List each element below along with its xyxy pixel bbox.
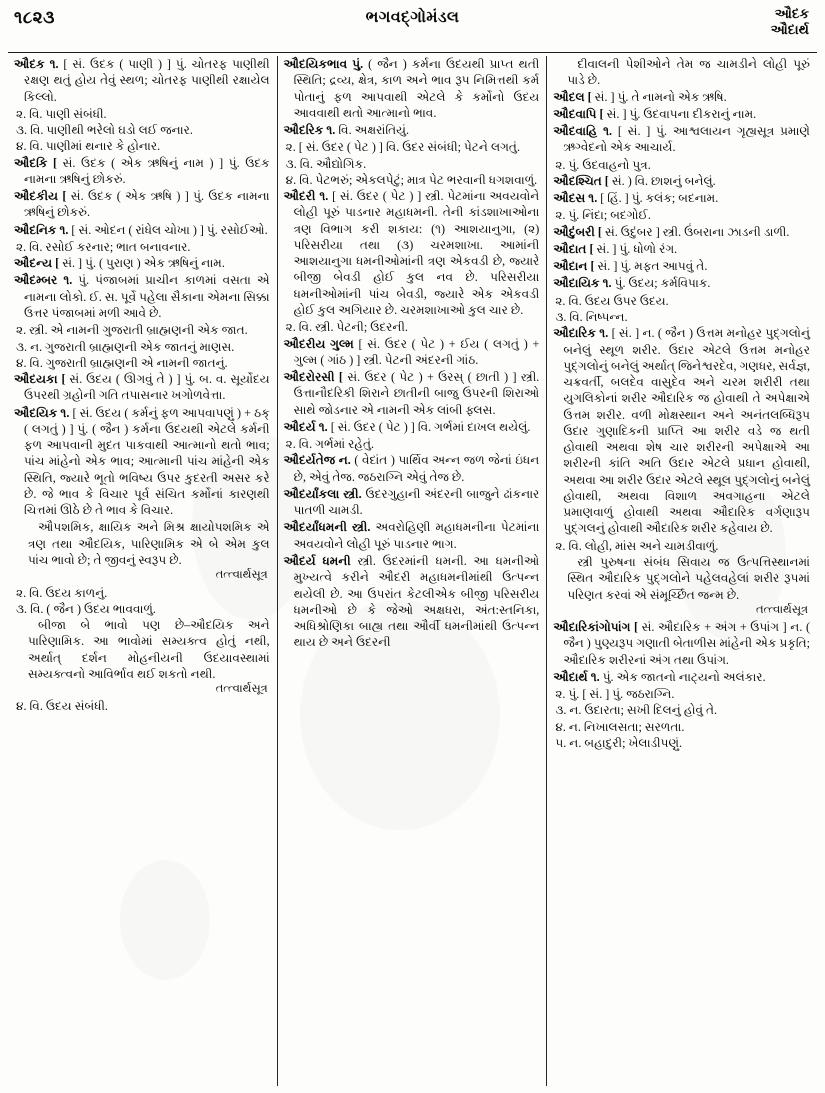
headword: ઔદર્ય ૧. xyxy=(283,419,328,434)
headword: ઔદાયિક ૧. xyxy=(553,276,612,291)
dictionary-entry: ઔદસ ૧. [ હિં. ] પું. કલંક; બદનામ. xyxy=(553,191,719,206)
entry-sense: ૪. ન. નિખાલસતા; સરળતા. xyxy=(555,719,685,734)
page-number: ૧૮૨૩ xyxy=(14,8,55,27)
entry-sense: ૪. વિ. ગુજરાતી બ્રાહ્મણની એ નામની જાતનું. xyxy=(16,355,228,370)
column-container xyxy=(8,56,817,1086)
citation-source: તત્ત્વાર્થસૂત્ર xyxy=(215,683,268,696)
dictionary-entry: ઔદારિકાંગોપાંગ [ સં. ઔદારિક + અંગ + ઉપાંગ ] ન. ( જૈન ) પુણ્યરૂપ ગણાતી બેતાળીસ માંહેની એક પ્રકૃતિ; ઔદારિક શરીરનાં અંગ તથા ઉપાંગ. xyxy=(553,620,810,667)
dictionary-entry: ઔદયકા [ સં. ઉદય ( ઊગવું તે ) ] પું. બ. વ. સૂર્યોદય ઉપરથી ગ્રહોની ગતિ તપાસનાર ખગોળવેત્તા. xyxy=(14,372,270,403)
dictionary-entry: ઔદકિ [ સં. ઉદક ( એક ઋષિનું નામ ) ] પું. ઉદક નામના ઋષિનું છોકરું. xyxy=(14,155,270,186)
dictionary-entry: ઔદરોરસી [ સં. ઉદર ( પેટ ) + ઉરસ્ ( છાતી ) ] સ્ત્રી. ઉત્તાનૌદરિકી શિરાને છાતીની બાજુ ઉપરની શિરાઓ સાથે જોડનાર એ નામની એક લાંબી ફ્લસ. xyxy=(283,370,540,417)
dictionary-column-3 xyxy=(547,56,817,1086)
entry-sense: ૨. સ્ત્રી. એ નામની ગુજરાતી બ્રાહ્મણની એક જાત. xyxy=(16,323,248,338)
dictionary-entry: ઔદુંબરી [ સં. ઉદુંબર ] સ્ત્રી. ઉંબરાના ઝાડની ડાળી. xyxy=(553,224,790,239)
dictionary-entry: ઔદકીય [ સં. ઉદક ( એક ઋષિ ) ] પું. ઉદક નામના ઋષિનું છોકરું. xyxy=(14,189,270,220)
headword: ઔદાર્થ ૧. xyxy=(553,669,600,684)
dictionary-column-2 xyxy=(278,56,548,1086)
book-title: ભગવદ્ગોમંડલ xyxy=(365,9,460,26)
dictionary-entry: ઔદાત [ સં. ] પું. ધોળો રંગ. xyxy=(553,241,678,256)
headword: ઔદકીય [ xyxy=(14,189,67,204)
guide-word-last: ઔદાર્થ xyxy=(770,21,809,37)
dictionary-entry: ઔદર્ય ૧. [ સં. ઉદર ( પેટ ) ] વિ. ગર્ભમાં દાખલ થયેલું. xyxy=(283,419,531,434)
headword: ઔદયિકભાવ પું. xyxy=(283,57,364,71)
headword: ઔદરિક ૧. xyxy=(283,123,336,138)
headword: ઔદર્યતેજ ન. xyxy=(283,453,351,468)
dictionary-entry: ઔદાયિક ૧. પું. ઉદય; કર્મવિપાક. xyxy=(553,276,711,291)
entry-citation: સ્ત્રી પુરુષના સંબંધ સિવાય જ ઉત્પત્તિસ્થાનમાં સ્થિત ઔદારિક પુદ્ગલોને પહેલવહેલાં શરીર રૂપમાં પરિણત કરવાં એ સંમૂર્ચ્છિત જન્મ છે. xyxy=(567,554,810,602)
citation-source: તત્ત્વાર્થસૂત્ર xyxy=(756,603,808,616)
entry-sense: ૩. ન. ઉદારતા; સખી દિલનું હોવું તે. xyxy=(555,703,718,718)
headword: ઔદવાહિ ૧. xyxy=(553,124,613,139)
entry-sense: ૩. વિ. ( જૈન ) ઉદય ભાવવાળું. xyxy=(16,601,156,616)
headword: ઔદર્ય ધમની xyxy=(283,553,351,568)
dictionary-entry: ઔદયિકભાવ પું. ( જૈન ) કર્મના ઉદયથી પ્રાપ્ત થતી સ્થિતિ; દ્રવ્ય, ક્ષેત્ર, કાળ અને ભાવ રૂપ નિમિત્તથી કર્મ પોતાનું ફળ આપવાથી એટલે કે કર્મોનો ઉદય આવવાથી થતો આત્માનો ભાવ. xyxy=(283,57,540,120)
citation-source: તત્ત્વાર્થસૂત્ર xyxy=(215,569,268,582)
dictionary-entry: ઔદર્ય ધમની સ્ત્રી. ઉદરમાંની ધમની. આ ધમનીઓ મુખ્યત્વે કરીને ઔદરી મહાધમનીમાંથી ઉત્પન્ન થયેલી છે. આ ઉપરાંત કેટલીએક બીજી પરિસરીય ધમનીઓ છે કે જેઓ અક્ષધરા, અંત:સ્તનિકા, અધિશ્રોણિકા બાહ્ય તથા ઔર્વી ધમનીમાંથી ઉત્પન્ન થાય છે અને ઉદરની xyxy=(283,553,540,650)
entry-citation: ઔપશમિક, ક્ષાયિક અને મિશ્ર ક્ષાયોપશમિક એ ત્રણ તથા ઔદયિક, પારિણામિક એ બે એમ કુલ પાંચ ભાવો છે; તે જીવનું સ્વરૂપ છે. xyxy=(28,520,270,567)
guide-words xyxy=(771,6,817,38)
dictionary-entry: ઔદયિક ૧. [ સં. ઉદય ( કર્મનું ફળ આપવાપણું ) + ઠક્ ( લગતું ) ] પું. ( જૈન ) કર્મના ઉદયથી એટલે કર્મની ફળ આપવાની મુદત પાકવાથી આત્માનો થતો ભાવ; પાંચ માંહેનો એક ભાવ; આત્માની પાંચ માંહેની એક સ્થિતિ, જ્યારે ભૂતો ભવિષ્ય ઉપર કુદરતી અસર કરે છે. જે ભાવ કે વિચાર પૂર્વ સંચિત કર્મોનાં કારણથી ચિત્તમાં ઊઠે છે તે ભાવ કે વિચાર. xyxy=(14,405,270,518)
entry-sense: ૪. વિ. ઉદય સંબંધી. xyxy=(16,699,108,714)
dictionary-entry: ઔદરિક ૧. વિ. અક્ષરાંતિયું. xyxy=(283,123,410,138)
dictionary-entry: ઔદર્યતેજ ન. ( વેદાંત ) પાર્થિવ અન્ન જળ જેનાં ઇંધન છે, એવું તેજ. જઠરાગ્નિ એવું તેજ છે. xyxy=(283,453,540,484)
dictionary-entry: ઔદમ્બર ૧. પું. પંજાબમાં પ્રાચીન કાળમાં વસતા એ નામના લોકો. ઈ. સ. પૂર્વે પહેલા સૈકાના એમના સિક્કા ઉત્તર પંજાબમાં મળી આવે છે. xyxy=(14,273,270,320)
dictionary-entry: ઔદર્યાંધમની સ્ત્રી. અવરોહિણી મહાધમનીના પેટમાંના અવયવોને લોહી પૂરું પાડનાર ભાગ. xyxy=(283,520,540,551)
entry-sense: ૫. ન. બહાદુરી; ખેલાડીપણું. xyxy=(555,735,683,750)
entry-sense: ૨. પું. ઉદવાહનો પુત્ર. xyxy=(555,157,651,172)
headword: ઔદયકા [ xyxy=(14,372,66,387)
entry-sense: ૩. ન. ગુજરાતી બ્રાહ્મણની એક જાતનું માણસ. xyxy=(16,339,235,354)
entry-sense: ૨. વિ. ઉદય ઉપર ઉદય. xyxy=(555,293,669,308)
entry-sense: ૩. વિ. ઔદ્યોગિક. xyxy=(285,156,367,171)
dictionary-entry: ઔદાન [ સં. ] પું. મફત આપવું તે. xyxy=(553,259,708,274)
entry-sense: ૨. વિ. પાણી સંબંધી. xyxy=(16,106,107,121)
headword: ઔદરી ૧. xyxy=(283,189,329,204)
headword: ઔદર્યાંકલા સ્ત્રી. xyxy=(283,486,362,501)
dictionary-entry: ઔદરીય ગુલ્મ [ સં. ઉદર ( પેટ ) + ઈય ( લગતું ) + ગુલ્મ ( ગાંઠ ) ] સ્ત્રી. પેટની અંદરની ગાંઠ. xyxy=(283,336,540,367)
headword: ઔદુંબરી [ xyxy=(553,224,602,239)
headword: ઔદાન [ xyxy=(553,259,595,274)
entry-sense: ૨. પું. નિંદા; બદગોઈ. xyxy=(555,208,651,223)
entry-sense: ૩. વિ. નિષ્પન્ન. xyxy=(555,309,628,324)
entry-sense: ૩. વિ. પાણીથી ભરેલો ઘડો લઈ જનાર. xyxy=(16,123,193,138)
dictionary-entry: ઔદશ્ચિત [ સં. ) વિ. છાશનું બનેલું. xyxy=(553,173,716,188)
entry-sense: ૨. પું. [ સં. ] પું. જઠરાગ્નિ. xyxy=(555,687,675,702)
headword: ઔદમ્બર ૧. xyxy=(14,273,73,288)
headword: ઔદન્ય [ xyxy=(14,256,60,271)
headword: ઔદક ૧. xyxy=(14,57,59,71)
dictionary-entry: ઔદર્યાંકલા સ્ત્રી. ઉદરગુહાની અંદરની બાજુને ઢાંકનાર પાતળી ચામડી. xyxy=(283,486,540,518)
dictionary-entry: ઔદારિક ૧. [ સં. ] ન. ( જૈન ) ઉત્તમ મનોહર પુદ્ગલોનું બનેલું સ્થૂળ શરીર. ઉદાર એટલે ઉત્તમ મનોહર પુદ્ગલોનું બનેલું અર્થાત્ જિનેશ્વરદેવ, ગણધર, સર્વજ્ઞ, ચક્રવર્તી, બલદેવ વાસુદેવ અને ચરમ શરીરી તથા યુગલિકોનાં શરીર ઔદારિક જ હોવાથી તે અપેક્ષાએ ઉત્તમ શરીર. વળી મોક્ષસ્થાન અને અનંતલબ્ધિરૂપ ઉદાર ગુણાદિકની પ્રાપ્તિ આ શરીર વડે જ થતી હોવાથી અથવા શેષ ચાર શરીરની અપેક્ષાએ આ શરીરની કાંતિ અતિ ઉદાર એટલે પ્રધાન હોવાથી, અથવા આ શરીર ઉદાર એટલે સ્થૂલ પુદ્ગલોનું બનેલું હોવાથી, અથવા વિશાળ અવગાહના એટલે પ્રમાણવાળું હોવાથી અથવા ઔદારિક વર્ગણારૂપ પુદ્ગલનું હોવાથી ઔદારિક શરીર કહેવાય છે. xyxy=(553,326,810,536)
entry-sense: ૨. વિ. લોહી, માંસ અને ચામડીવાળું. xyxy=(555,538,719,553)
guide-word-first: ઔદક xyxy=(774,6,809,21)
entry-sense: ૨. [ સં. ઉદર ( પેટ ) ] વિ. ઉદર સંબંધી; પેટને લગતું. xyxy=(285,140,520,155)
headword: ઔદનિક ૧. xyxy=(14,222,69,237)
entry-citation: બીજા બે ભાવો પણ છે–ઔદયિક અને પારિણામિક. આ ભાવોમાં સમ્યક્ત્વ હોતું નથી, અર્થાત્ દર્શન મોહનીયની ઉદયાવસ્થામાં સમ્યક્ત્વનો આવિર્ભાવ થઈ શકતો નથી. xyxy=(28,618,270,681)
dictionary-entry: ઔદાર્થ ૧. પું. એક જાતનો નાટ્યનો અલંકાર. xyxy=(553,669,766,684)
dictionary-column-1 xyxy=(8,56,278,1086)
dictionary-entry: ઔદવાહિ ૧. [ સં. ] પું. આશ્વલાયન ગૃહ્યસૂત્ર પ્રમાણે ઋગ્વેદનો એક આચાર્ય. xyxy=(553,124,810,155)
entry-sense: ૪. વિ. પેટભરું; એકલપેટું; માત્ર પેટ ભરવાની ધગશવાળું. xyxy=(285,172,538,187)
headword: ઔદલ [ xyxy=(553,89,592,104)
headword: ઔદાત [ xyxy=(553,241,594,256)
entry-sense: ૪. વિ. પાણીમાં થનાર કે હોનાર. xyxy=(16,139,161,154)
headword: ઔદશ્ચિત [ xyxy=(553,173,609,188)
dictionary-entry: ઔદવાપિ [ સં. ] પું. ઉદવાપના દીકરાનું નામ. xyxy=(553,106,757,121)
dictionary-entry: ઔદન્ય [ સં. ] પું. ( પુરાણ ) એક ઋષિનું નામ. xyxy=(14,256,225,271)
entry-sense: ૨. વિ. સ્ત્રી. પેટની; ઉદરની. xyxy=(285,320,408,335)
entry-citation: દીવાલની પેશીઓને તેમ જ ચામડીને લોહી પૂરું પાડે છે. xyxy=(567,57,810,88)
dictionary-entry: ઔદક ૧. [ સં. ઉદક ( પાણી ) ] પું. ચોતરફ પાણીથી રક્ષણ થતું હોય તેવું સ્થળ; ચોતરફ પાણીથી રક્ષાયેલ કિલ્લો. xyxy=(14,57,270,104)
header-rule xyxy=(8,52,817,53)
headword: ઔદારિકાંગોપાંગ [ xyxy=(553,620,639,635)
headword: ઔદયિક ૧. xyxy=(14,405,70,420)
running-head xyxy=(8,6,817,50)
dictionary-entry: ઔદલ [ સં. ] પું. તે નામનો એક ઋષિ. xyxy=(553,89,727,104)
entry-sense: ૨. વિ. ઉદય કાળનું. xyxy=(16,585,108,600)
headword: ઔદસ ૧. xyxy=(553,191,598,206)
entry-sense: ૨. વિ. ગર્ભમાં રહેતું. xyxy=(285,437,375,452)
dictionary-entry: ઔદનિક ૧. [ સં. ઓદન ( રાંધેલ ચોખા ) ] પું. રસોઈઓ. xyxy=(14,222,268,237)
headword: ઔદરોરસી [ xyxy=(283,370,343,385)
headword: ઔદવાપિ [ xyxy=(553,106,604,121)
entry-sense: ૨. વિ. રસોઈ કરનાર; ભાત બનાવનાર. xyxy=(16,239,191,254)
dictionary-entry: ઔદરી ૧. [ સં. ઉદર ( પેટ ) ] સ્ત્રી. પેટમાંના અવયવોને લોહી પૂરું પાડનાર મહાધમની. તેની કાંડશાખાઓના ત્રણ વિભાગ કરી શકાય: (૧) આશયાનુગા, (૨) પરિસરીયા તથા (૩) ચરમશાખા. આમાંની આશયાનુગા ધમનીઓમાંની ત્રણ એકવડી છે, જ્યારે બીજી બેવડી હોઈ કુલ નવ છે. પરિસરીયા ધમનીઓમાંની પાંચ બેવડી, જ્યારે એક એકવડી હોઈ કુલ અગિયાર છે. ચરમશાખાઓ કુલ ચાર છે. xyxy=(283,189,540,317)
headword: ઔદકિ [ xyxy=(14,155,58,170)
headword: ઔદારિક ૧. xyxy=(553,326,609,341)
headword: ઔદર્યાંધમની સ્ત્રી. xyxy=(283,520,371,535)
headword: ઔદરીય ગુલ્મ xyxy=(283,336,354,351)
